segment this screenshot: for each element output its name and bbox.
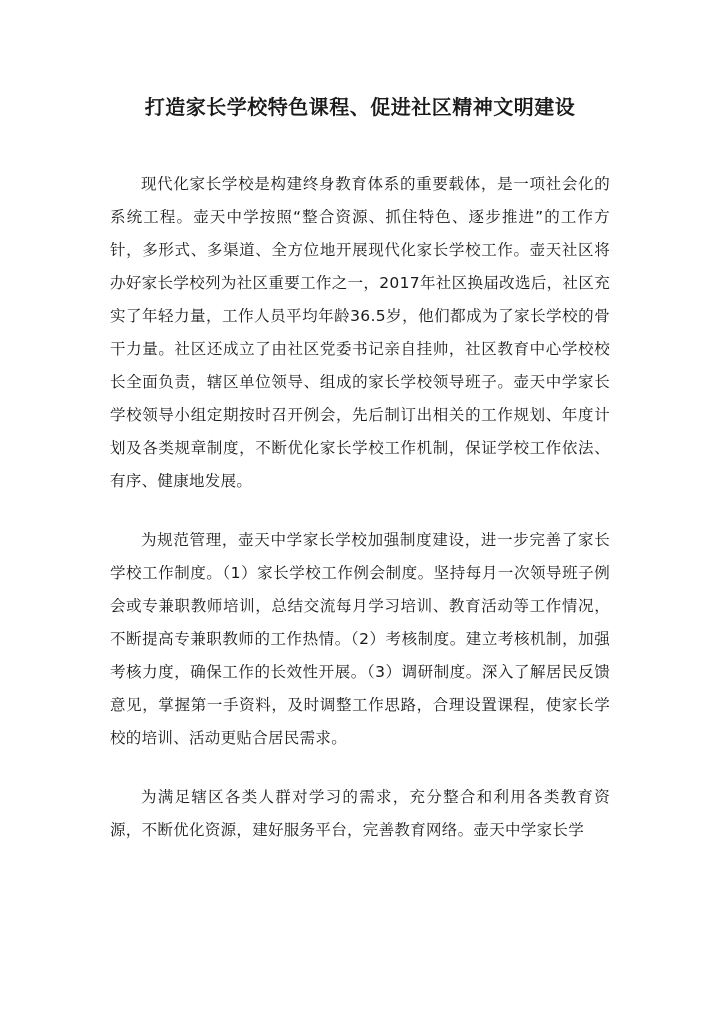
paragraph-2: 为规范管理，壶天中学家长学校加强制度建设，进一步完善了家长学校工作制度。（1）家长学校工作例会制度。坚持每月一次领导班子例会或专兼职教师培训，总结交流每月学习培训、教育活动等工作情况，不断提高专兼职教师的工作热情。（2）考核制度。建立考核机制，加强考核力度，确保工作的长效性开展。（3）调研制度。深入了解居民反馈意见，掌握第一手资料，及时调整工作思路，合理设置课程，使家长学校的培训、活动更贴合居民需求。 (110, 531, 610, 747)
paragraph-3: 为满足辖区各类人群对学习的需求，充分整合和利用各类教育资源，不断优化资源，建好服务平台，完善教育网络。壶天中学家长学 (110, 788, 610, 839)
document-title: 打造家长学校特色课程、促进社区精神文明建设 (144, 95, 576, 119)
document-body (110, 168, 610, 873)
paragraph-1: 现代化家长学校是构建终身教育体系的重要载体，是一项社会化的系统工程。壶天中学按照“整合资源、抓住特色、逐步推进”的工作方针，多形式、多渠道、全方位地开展现代化家长学校工作。壶天社区将办好家长学校列为社区重要工作之一，2017年社区换届改选后，社区充实了年轻力量，工作人员平均年龄36.5岁，他们都成为了家长学校的骨干力量。社区还成立了由社区党委书记亲自挂帅，社区教育中心学校校长全面负责，辖区单位领导、组成的家长学校领导班子。壶天中学家长学校领导小组定期按时召开例会，先后制订出相关的工作规划、年度计划及各类规章制度，不断优化家长学校工作机制，保证学校工作依法、有序、健康地发展。 (110, 175, 610, 490)
